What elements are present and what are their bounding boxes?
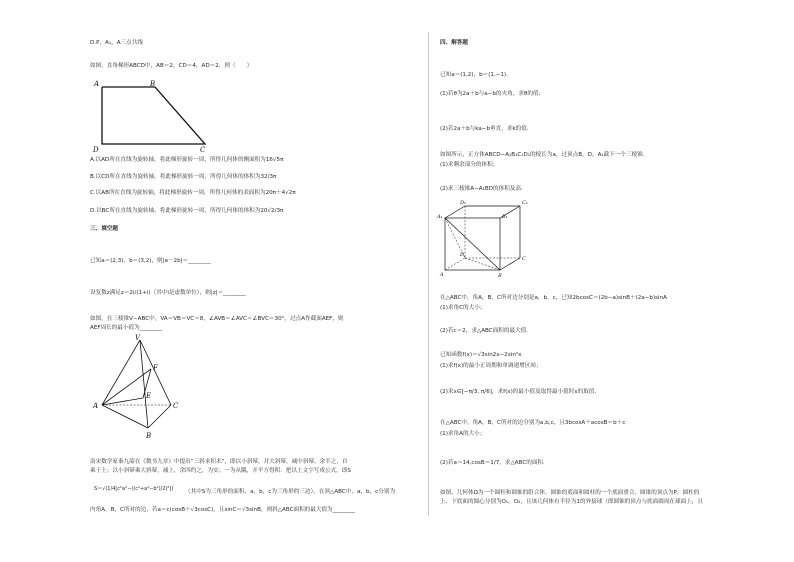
heron-formula: S＝√(1/4[c²a²−((c²+a²−b²)/2)²]) [94, 486, 174, 492]
label-D1: D₁ [460, 200, 467, 206]
label-C1: C₁ [522, 200, 528, 206]
pyramid-figure [93, 332, 195, 440]
problem-5: 在△ABC中，角A，B，C所对的边分别为a,b,c，且3bcosA＋acosB＝b＋c [440, 420, 626, 426]
label-A: A [93, 402, 99, 410]
problem-2-part-2: (2)求三棱锥A−A₁BD的体积及高． [440, 186, 527, 192]
problem-1-part-1: (1)若θ为2a＋b与a−b的夹角，求θ的值； [440, 91, 545, 97]
problem-6-cont: 上、下底面的圆心分别为O₁，O₂，且该几何体有半径为1的外接球（即圆锥的顶点与底面圆周在球面上，且 [440, 499, 703, 505]
problem-2-part-1: (1)求剩余部分的体积； [440, 162, 499, 168]
label-A: A [440, 272, 444, 278]
fill-question-3: 如图，在三棱锥V−ABC中，VA＝VB＝VC＝8，∠AVB＝∠AVC＝∠BVC＝30°，过点A作截面AEF，则 [90, 316, 344, 322]
label-D: D [93, 146, 99, 154]
problem-1-part-2: (2)若2a＋b与ka−b垂直，求k的值． [440, 126, 533, 132]
fill-question-3-cont: AEF周长的最小值为________ [90, 325, 163, 331]
label-C: C [173, 402, 179, 410]
fill-question-4: 南宋数学家秦九韶在《数书九章》中提出“三斜求积术”，即以小斜幂，并大斜幂，减中斜幂，余半之，自 [90, 459, 348, 465]
fill-question-4-l2: 乘于上；以小斜幂乘大斜幂，减上，余四约之，为实；一为从隅，开平方得积．把以上文字写成公式，即S [90, 468, 351, 474]
problem-4-part-1: (1)求f(x)的最小正周期和单调递增区间； [440, 363, 542, 369]
cube-figure [437, 198, 530, 279]
label-D: D [460, 252, 465, 258]
problem-5-part-2: (2)若a＝14,cosB＝1/7，求△ABC的面积． [440, 460, 549, 466]
option-d: D.以BC所在直线为旋转轴，将此梯形旋转一周，所得几何体的体积为20√2/3π [90, 208, 284, 214]
problem-2: 如图所示，正方体ABCD−A₁B₁C₁D₁的棱长为a，过顶点B，D，A₁截下一个三棱锥． [440, 152, 649, 158]
label-E: E [146, 392, 152, 400]
column-divider [428, 32, 429, 516]
label-B: B [150, 80, 156, 88]
trapezoid-figure [90, 78, 220, 153]
option-line: D.P，A₁，A三点共线 [90, 40, 143, 46]
label-A1: A₁ [437, 214, 443, 220]
problem-3-part-2: (2)若c＝2，求△ABC面积的最大值． [440, 328, 532, 334]
problem-1: 已知a＝(1,2)，b＝(1,−1)． [440, 72, 512, 78]
problem-4: 已知函数f(x)＝√3sin2x−2sin²x [440, 352, 522, 358]
label-B: B [146, 432, 152, 440]
problem-3-part-1: (1)求角C的大小； [440, 305, 486, 311]
label-B: B [498, 273, 502, 279]
fill-question-1: 已知a＝(2,3)，b＝(3,2)，则|a－2b|＝________ [90, 258, 211, 264]
fill-question-4-l4: 内角A，B，C所对的边，若a＝c(cosB＋√3cosC)，且sinC＝√3sinB，则斜△ABC面积的最大值为________ [90, 507, 356, 513]
option-a: A.以AD所在直线为旋转轴，将此梯形旋转一周，所得几何体的侧面积为16√5π [90, 157, 284, 163]
option-b: B.以CD所在直线为旋转轴，将此梯形旋转一周，所得几何体的体积为32/3π [90, 174, 277, 180]
problem-4-part-2: (2)求x∈[−π/3, π/6]，求f(x)的最小值及取得最小值时x的取值． [440, 389, 600, 395]
label-V: V [135, 334, 141, 342]
section-title: 四、解答题 [440, 40, 468, 46]
label-C: C [200, 146, 206, 154]
problem-3: 在△ABC中，角A，B，C所对边分别是a，b，c，已知2bcosC＝(2b−a)sinB＋(2a−b)sinA [440, 295, 667, 301]
problem-5-part-1: (1)求角A的大小； [440, 431, 486, 437]
label-B1: B₁ [502, 214, 508, 220]
label-C: C [522, 256, 526, 262]
label-A: A [94, 80, 100, 88]
fill-question-2: 设复数z满足z＝2i/(1+i)（其中i是虚数单位），则|z|＝________ [90, 290, 246, 296]
label-F: F [153, 364, 158, 372]
section-title: 三、填空题 [90, 226, 118, 232]
fill-question-4-l3: （其中S为三角形的面积，a，b，c为三角形的三边），在斜△ABC中，a，b，c分别为 [185, 489, 396, 495]
problem-6: 如图，几何体Ω为一个圆柱和圆锥的组合体，圆锥的底面和圆柱的一个底面重合，圆锥的顶点为P，圆柱的 [440, 490, 700, 496]
option-c: C.以AB所在直线为旋转轴，将此梯形旋转一周，所得几何体的表面积为20π＋4√2π [90, 190, 296, 196]
question-text: 如图，直角梯形ABCD中，AB＝2，CD＝4，AD＝2．则（ ） [90, 63, 253, 69]
